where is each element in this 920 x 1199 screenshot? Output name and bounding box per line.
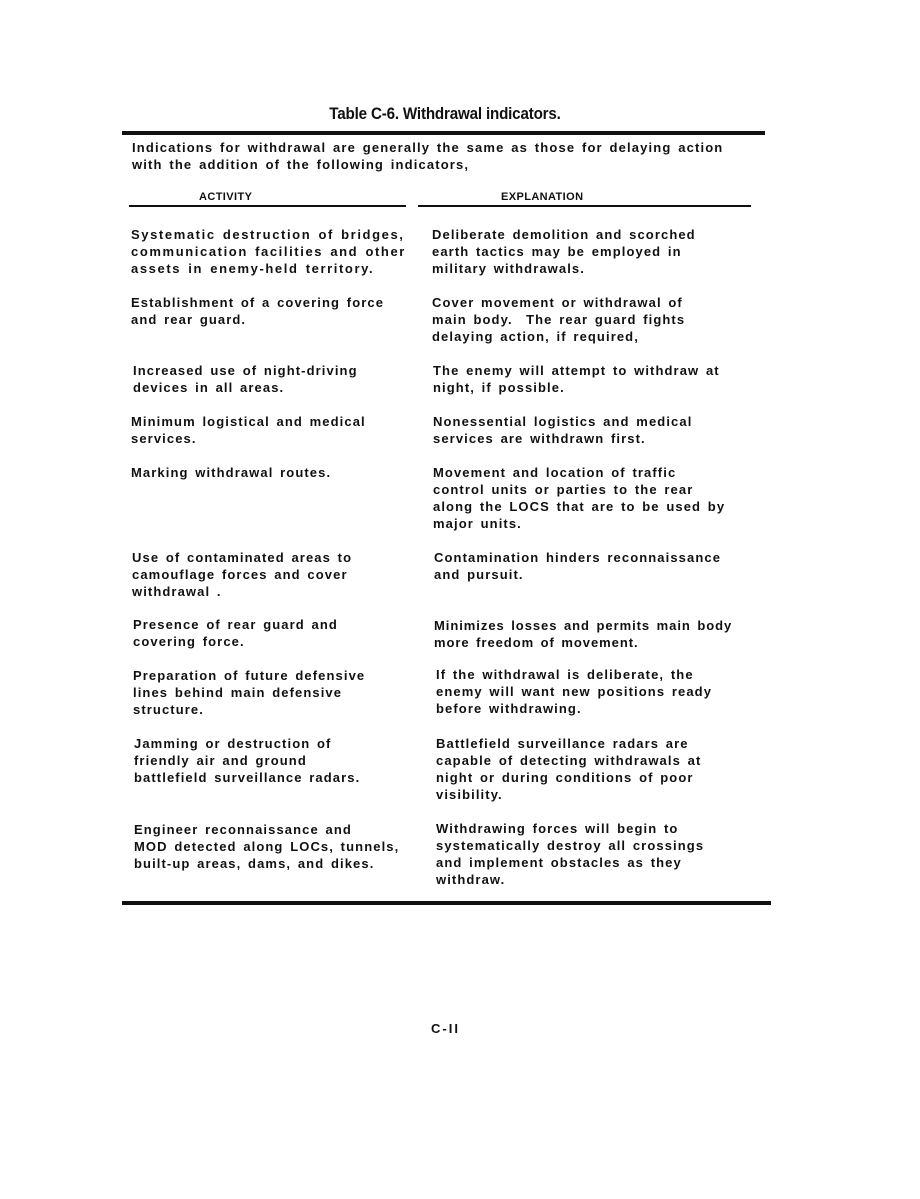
activity-cell: Engineer reconnaissance and MOD detected along LOCs, tunnels, built-up areas, dams, and dikes.: [134, 822, 400, 871]
activity-cell: Marking withdrawal routes.: [131, 465, 332, 480]
activity-cell: Systematic destruction of bridges, communication facilities and other assets in enemy-held territory.: [131, 227, 406, 276]
column-header-explanation: EXPLANATION: [501, 191, 584, 203]
explanation-cell: Movement and location of traffic control units or parties to the rear along the LOCS that are to be used by major units.: [433, 465, 726, 531]
explanation-cell: Withdrawing forces will begin to systematically destroy all crossings and implement obstacles as they withdraw.: [436, 821, 705, 887]
activity-cell: Use of contaminated areas to camouflage forces and cover withdrawal .: [132, 550, 353, 599]
explanation-cell: Cover movement or withdrawal of main body. The rear guard fights delaying action, if required,: [432, 295, 686, 344]
table-intro: Indications for withdrawal are generally the same as those for delaying action with the addition of the following indicators,: [132, 140, 724, 172]
table-top-rule: [122, 131, 765, 135]
activity-cell: Establishment of a covering force and rear guard.: [131, 295, 385, 327]
activity-cell: Presence of rear guard and covering force.: [133, 617, 338, 649]
column-header-underline-explanation: [418, 205, 751, 207]
activity-cell: Minimum logistical and medical services.: [131, 414, 366, 446]
explanation-cell: Deliberate demolition and scorched earth tactics may be employed in military withdrawals.: [432, 227, 696, 276]
explanation-cell: Contamination hinders reconnaissance and pursuit.: [434, 550, 722, 582]
activity-cell: Jamming or destruction of friendly air and ground battlefield surveillance radars.: [134, 736, 361, 785]
explanation-cell: Minimizes losses and permits main body more freedom of movement.: [434, 618, 733, 650]
explanation-cell: Nonessential logistics and medical services are withdrawn first.: [433, 414, 693, 446]
explanation-cell: Battlefield surveillance radars are capable of detecting withdrawals at night or during conditions of poor visibility.: [436, 736, 702, 802]
page-number: C-II: [431, 1021, 460, 1036]
activity-cell: Increased use of night-driving devices in all areas.: [133, 363, 358, 395]
column-header-underline-activity: [129, 205, 406, 207]
explanation-cell: If the withdrawal is deliberate, the enemy will want new positions ready before withdrawing.: [436, 667, 713, 716]
table-title: Table C-6. Withdrawal indicators.: [329, 105, 561, 123]
column-header-activity: ACTIVITY: [199, 191, 253, 203]
table-bottom-rule: [122, 901, 771, 905]
explanation-cell: The enemy will attempt to withdraw at night, if possible.: [433, 363, 720, 395]
activity-cell: Preparation of future defensive lines behind main defensive structure.: [133, 668, 366, 717]
